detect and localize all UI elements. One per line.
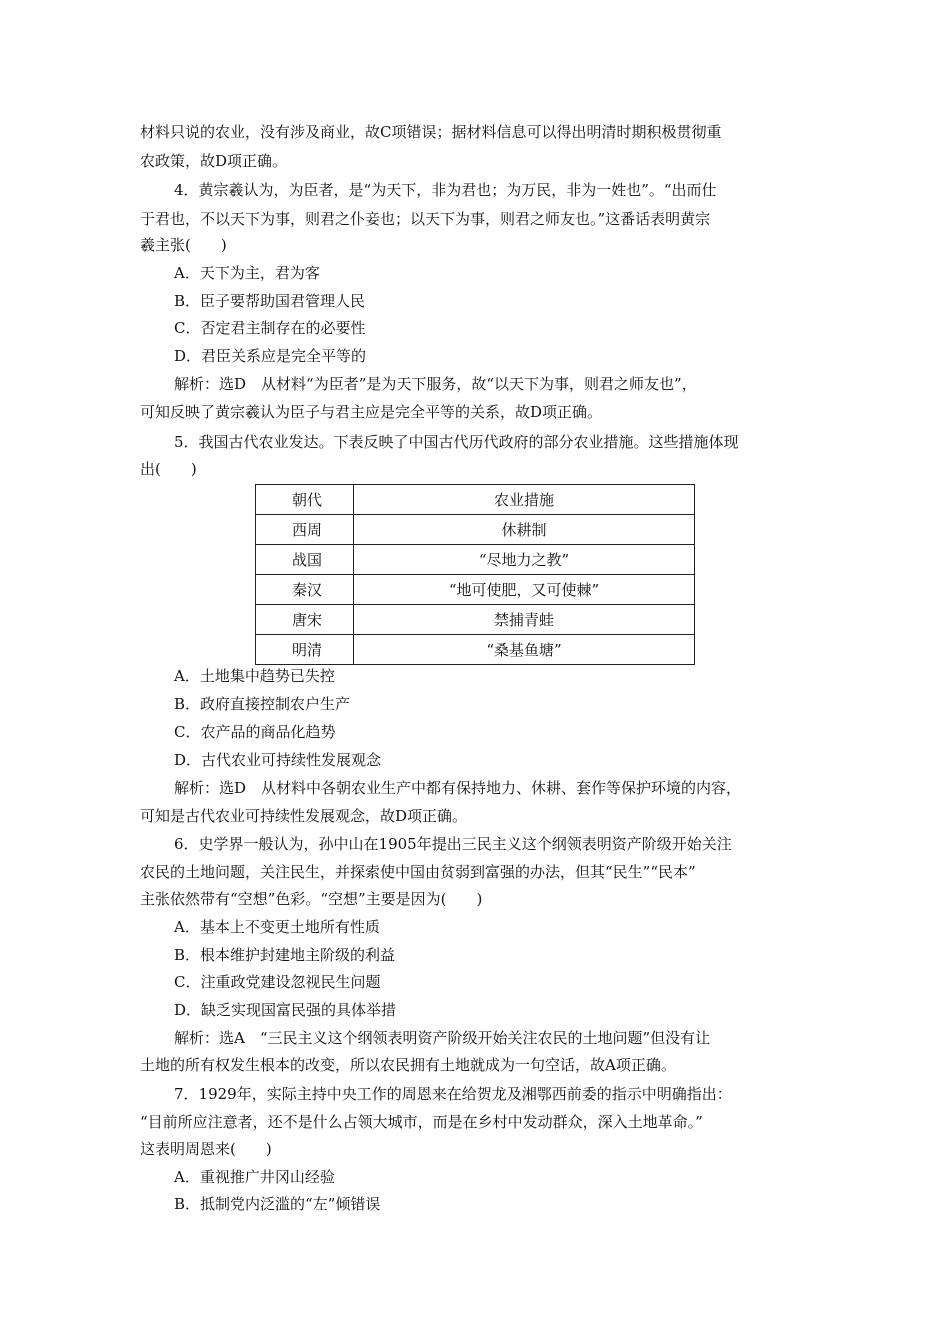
question-4-option-a: A．天下为主，君为客 bbox=[174, 264, 320, 282]
table-cell: “桑基鱼塘” bbox=[354, 635, 695, 665]
question-4-stem: 于君也，不以天下为事，则君之仆妾也；以天下为事，则君之师友也。”这番话表明黄宗 bbox=[140, 210, 711, 228]
question-5-answer: 可知是古代农业可持续性发展观念，故D项正确。 bbox=[140, 807, 468, 825]
table-row bbox=[256, 635, 695, 665]
question-6-answer: 解析：选A “三民主义这个纲领表明资产阶级开始关注农民的土地问题”但没有让 bbox=[174, 1029, 711, 1047]
question-5-option-d: D．古代农业可持续性发展观念 bbox=[174, 751, 382, 769]
question-4-option-b: B．臣子要帮助国君管理人民 bbox=[174, 292, 366, 310]
question-7-stem: “目前所应注意者，还不是什么占领大城市，而是在乡村中发动群众，深入土地革命。” bbox=[140, 1113, 703, 1131]
table-row bbox=[256, 545, 695, 575]
table-cell: “地可使肥，又可使棘” bbox=[354, 575, 695, 605]
question-6-stem: 6．史学界一般认为，孙中山在1905年提出三民主义这个纲领表明资产阶级开始关注 bbox=[174, 835, 732, 853]
question-5-answer: 解析：选D 从材料中各朝农业生产中都有保持地力、休耕、套作等保护环境的内容， bbox=[174, 779, 742, 797]
table-header-row bbox=[256, 485, 695, 515]
question-4-option-d: D．君臣关系应是完全平等的 bbox=[174, 347, 367, 365]
table-cell: 禁捕青蛙 bbox=[354, 605, 695, 635]
table-cell: 休耕制 bbox=[354, 515, 695, 545]
question-4-stem: 羲主张( ) bbox=[140, 236, 227, 254]
question-4-answer: 解析：选D 从材料“为臣者”是为天下服务，故“以天下为事，则君之师友也”， bbox=[174, 375, 697, 393]
question-6-stem: 主张依然带有“空想”色彩。“空想”主要是因为( ) bbox=[140, 890, 483, 908]
question-5-option-c: C．农产品的商品化趋势 bbox=[174, 723, 336, 741]
question-4-stem: 4．黄宗羲认为，为臣者，是“为天下，非为君也；为万民，非为一姓也”。“出而仕 bbox=[174, 181, 717, 199]
question-7-option-a: A．重视推广井冈山经验 bbox=[174, 1168, 335, 1186]
question-6-stem: 农民的土地问题，关注民生，并探索使中国由贫弱到富强的办法，但其“民生”“民本” bbox=[140, 863, 696, 881]
question-5-option-a: A．土地集中趋势已失控 bbox=[174, 667, 335, 685]
question-7-stem: 7．1929年，实际主持中央工作的周恩来在给贺龙及湘鄂西前委的指示中明确指出： bbox=[174, 1085, 732, 1103]
table-cell: 秦汉 bbox=[256, 575, 354, 605]
table-cell: “尽地力之教” bbox=[354, 545, 695, 575]
table-row bbox=[256, 575, 695, 605]
table-cell: 明清 bbox=[256, 635, 354, 665]
text-line: 农政策，故D项正确。 bbox=[140, 152, 288, 170]
question-7-option-b: B．抵制党内泛滥的“左”倾错误 bbox=[174, 1195, 381, 1213]
table-cell: 西周 bbox=[256, 515, 354, 545]
text-line: 材料只说的农业，没有涉及商业，故C项错误；据材料信息可以得出明清时期积极贯彻重 bbox=[140, 123, 722, 141]
question-6-option-d: D．缺乏实现国富民强的具体举措 bbox=[174, 1001, 397, 1019]
question-5-option-b: B．政府直接控制农户生产 bbox=[174, 695, 351, 713]
table-cell: 唐宋 bbox=[256, 605, 354, 635]
question-5-stem: 出( ) bbox=[140, 460, 197, 478]
question-6-option-a: A．基本上不变更土地所有性质 bbox=[174, 918, 380, 936]
question-6-option-c: C．注重政党建设忽视民生问题 bbox=[174, 973, 381, 991]
question-7-stem: 这表明周恩来( ) bbox=[140, 1140, 272, 1158]
question-6-answer: 土地的所有权发生根本的改变，所以农民拥有土地就成为一句空话，故A项正确。 bbox=[140, 1056, 676, 1074]
table-cell: 战国 bbox=[256, 545, 354, 575]
table-row bbox=[256, 515, 695, 545]
question-6-option-b: B．根本维护封建地主阶级的利益 bbox=[174, 946, 396, 964]
table-row bbox=[256, 605, 695, 635]
agriculture-measures-table bbox=[255, 484, 695, 665]
table-header-cell: 农业措施 bbox=[354, 485, 695, 515]
question-4-answer: 可知反映了黄宗羲认为臣子与君主应是完全平等的关系，故D项正确。 bbox=[140, 403, 603, 421]
table-header-cell: 朝代 bbox=[256, 485, 354, 515]
question-5-stem: 5．我国古代农业发达。下表反映了中国古代历代政府的部分农业措施。这些措施体现 bbox=[174, 433, 739, 451]
question-4-option-c: C．否定君主制存在的必要性 bbox=[174, 319, 366, 337]
